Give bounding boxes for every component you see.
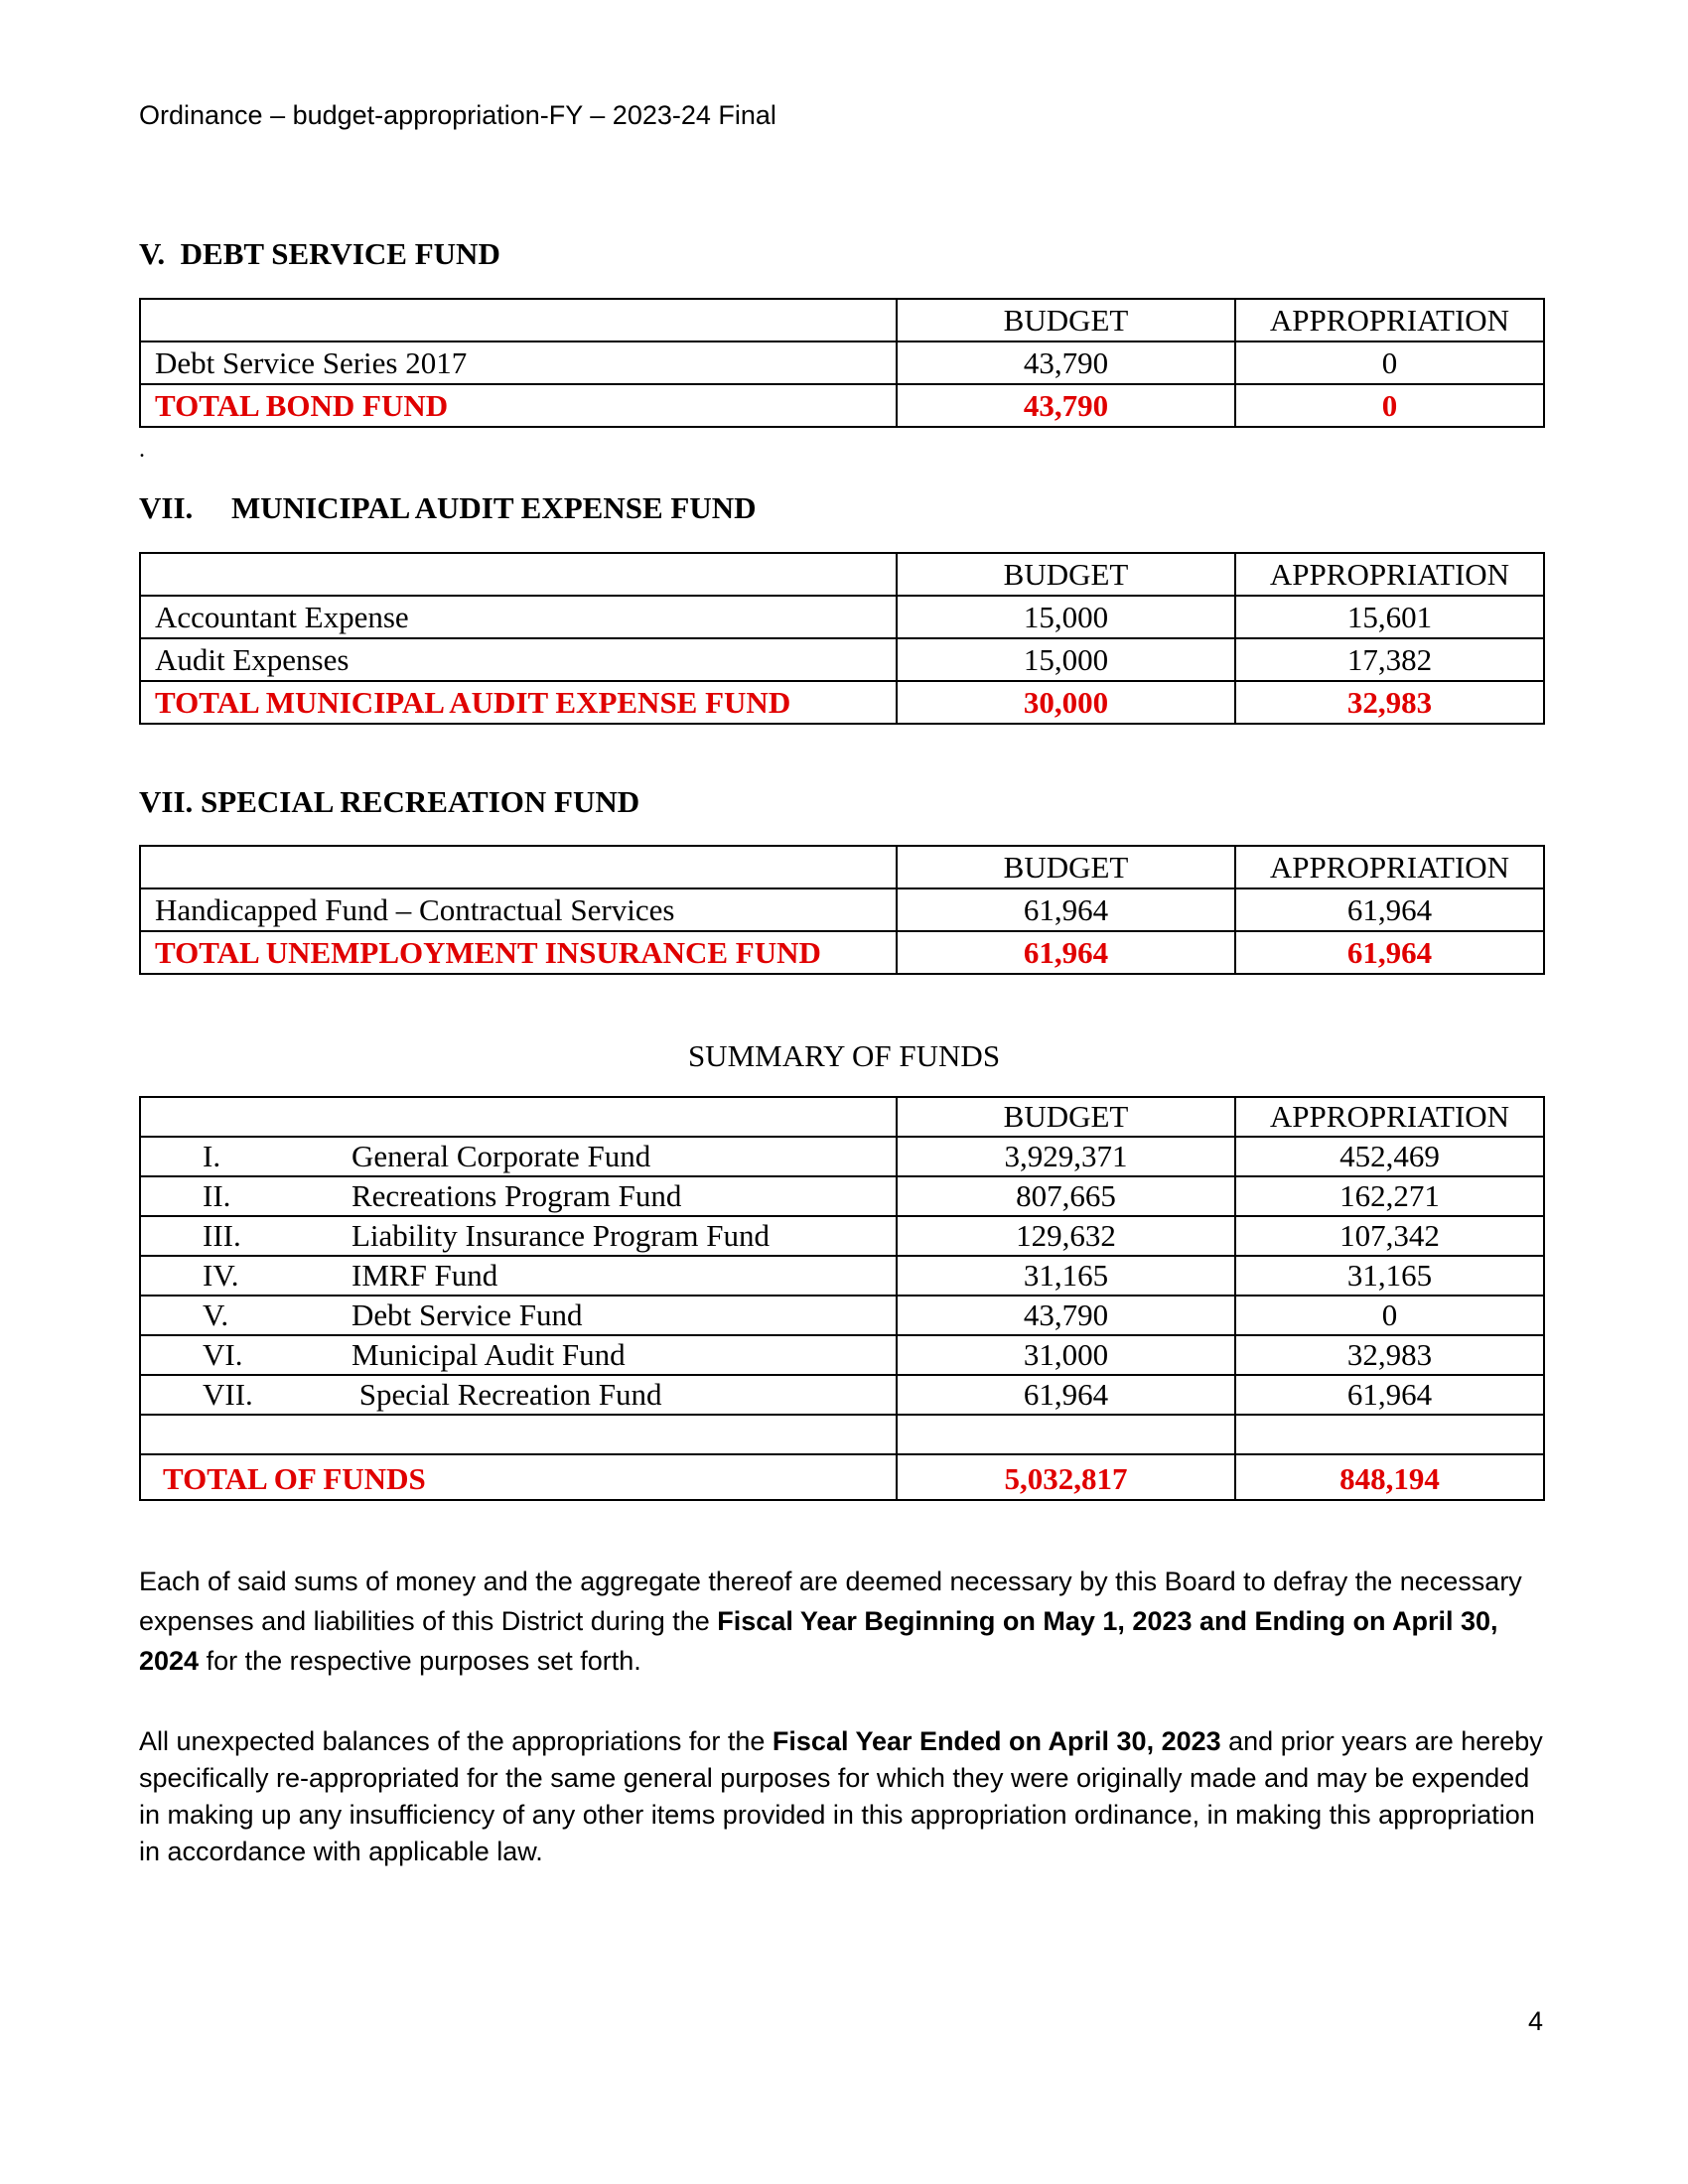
row-label: Audit Expenses — [140, 638, 897, 681]
paragraph-bold-text: Fiscal Year Beginning on May 1, 2023 and Ending on April 30, 2024 — [139, 1606, 1498, 1676]
table-row — [140, 1335, 1544, 1375]
special-recreation-title: VII. SPECIAL RECREATION FUND — [139, 784, 640, 819]
table-row — [140, 341, 1544, 384]
total-row — [140, 931, 1544, 974]
separator-dot: . — [139, 437, 145, 463]
row-appropriation: 17,382 — [1235, 638, 1544, 681]
total-row — [140, 681, 1544, 724]
budget-header: BUDGET — [897, 1097, 1235, 1137]
total-label: TOTAL OF FUNDS — [140, 1454, 897, 1500]
fund-numeral: VII. — [203, 1377, 253, 1412]
total-appropriation: 32,983 — [1235, 681, 1544, 724]
fund-budget: 807,665 — [897, 1176, 1235, 1216]
table-header-row — [140, 846, 1544, 888]
fund-budget: 3,929,371 — [897, 1137, 1235, 1176]
fund-numeral: V. — [203, 1297, 229, 1332]
paragraph-bold-text: Fiscal Year Ended on April 30, 2023 — [772, 1726, 1221, 1756]
total-label: TOTAL MUNICIPAL AUDIT EXPENSE FUND — [140, 681, 897, 724]
row-budget: 61,964 — [897, 888, 1235, 931]
fund-budget: 129,632 — [897, 1216, 1235, 1256]
table-header-row — [140, 1097, 1544, 1137]
fund-budget: 31,000 — [897, 1335, 1235, 1375]
fund-label: Debt Service Fund — [352, 1297, 583, 1332]
table-row — [140, 1375, 1544, 1415]
total-appropriation: 848,194 — [1235, 1454, 1544, 1500]
total-budget: 43,790 — [897, 384, 1235, 427]
row-appropriation: 0 — [1235, 341, 1544, 384]
paragraph-fiscal-year — [139, 1562, 1549, 1681]
paragraph-reappropriation — [139, 1723, 1549, 1870]
fund-appropriation: 452,469 — [1235, 1137, 1544, 1176]
table-row — [140, 1137, 1544, 1176]
fund-appropriation: 31,165 — [1235, 1256, 1544, 1296]
row-budget: 43,790 — [897, 341, 1235, 384]
budget-header: BUDGET — [897, 299, 1235, 341]
appropriation-header: APPROPRIATION — [1235, 1097, 1544, 1137]
fund-appropriation: 61,964 — [1235, 1375, 1544, 1415]
row-budget: 15,000 — [897, 596, 1235, 638]
table-row — [140, 596, 1544, 638]
fund-appropriation: 32,983 — [1235, 1335, 1544, 1375]
special-recreation-table — [139, 845, 1545, 975]
total-row — [140, 384, 1544, 427]
table-row — [140, 888, 1544, 931]
total-budget: 61,964 — [897, 931, 1235, 974]
row-label: Accountant Expense — [140, 596, 897, 638]
budget-header: BUDGET — [897, 846, 1235, 888]
fund-budget: 31,165 — [897, 1256, 1235, 1296]
fund-appropriation: 107,342 — [1235, 1216, 1544, 1256]
row-budget: 15,000 — [897, 638, 1235, 681]
row-label: Handicapped Fund – Contractual Services — [140, 888, 897, 931]
fund-appropriation: 0 — [1235, 1296, 1544, 1335]
table-row — [140, 1216, 1544, 1256]
fund-appropriation: 162,271 — [1235, 1176, 1544, 1216]
summary-table — [139, 1096, 1545, 1501]
table-row — [140, 1176, 1544, 1216]
table-row — [140, 638, 1544, 681]
fund-label: Special Recreation Fund — [352, 1377, 662, 1412]
fund-numeral: IV. — [203, 1258, 239, 1293]
paragraph-text: and prior years are hereby specifically re-appropriated for the same general purposes for which they were originally made and may be expended in making up any insufficiency of any other items provided in this appropriation ordinance, in making this appropriation in accordance with applicable law. — [139, 1726, 1543, 1866]
budget-header: BUDGET — [897, 553, 1235, 596]
total-budget: 30,000 — [897, 681, 1235, 724]
fund-label: Recreations Program Fund — [352, 1178, 682, 1213]
fund-label: IMRF Fund — [352, 1258, 498, 1293]
debt-service-title: V. DEBT SERVICE FUND — [139, 236, 500, 271]
page-number: 4 — [1527, 2006, 1543, 2036]
debt-service-table — [139, 298, 1545, 428]
fund-label: Municipal Audit Fund — [352, 1337, 626, 1372]
table-row — [140, 1296, 1544, 1335]
row-label: Debt Service Series 2017 — [140, 341, 897, 384]
appropriation-header: APPROPRIATION — [1235, 846, 1544, 888]
appropriation-header: APPROPRIATION — [1235, 553, 1544, 596]
document-header: Ordinance – budget-appropriation-FY – 2023-24 Final — [139, 100, 776, 130]
fund-label: General Corporate Fund — [352, 1139, 651, 1173]
summary-title: SUMMARY OF FUNDS — [687, 1038, 1001, 1073]
appropriation-header: APPROPRIATION — [1235, 299, 1544, 341]
empty-row — [140, 1415, 1544, 1454]
total-appropriation: 61,964 — [1235, 931, 1544, 974]
paragraph-text: All unexpected balances of the appropriations for the — [139, 1726, 773, 1756]
fund-budget: 61,964 — [897, 1375, 1235, 1415]
total-label: TOTAL BOND FUND — [140, 384, 897, 427]
row-appropriation: 15,601 — [1235, 596, 1544, 638]
fund-numeral: VI. — [203, 1337, 243, 1372]
fund-numeral: II. — [203, 1178, 231, 1213]
total-appropriation: 0 — [1235, 384, 1544, 427]
table-header-row — [140, 299, 1544, 341]
paragraph-text: Each of said sums of money and the aggregate thereof are deemed necessary by this Board to defray the necessary expenses and liabilities of this District during the — [139, 1567, 1522, 1636]
fund-numeral: III. — [203, 1218, 241, 1253]
row-appropriation: 61,964 — [1235, 888, 1544, 931]
fund-label: Liability Insurance Program Fund — [352, 1218, 770, 1253]
audit-table — [139, 552, 1545, 725]
fund-numeral: I. — [203, 1139, 221, 1173]
table-header-row — [140, 553, 1544, 596]
total-budget: 5,032,817 — [897, 1454, 1235, 1500]
audit-title: VII. MUNICIPAL AUDIT EXPENSE FUND — [139, 490, 757, 525]
table-row — [140, 1256, 1544, 1296]
total-row — [140, 1454, 1544, 1500]
total-label: TOTAL UNEMPLOYMENT INSURANCE FUND — [140, 931, 897, 974]
fund-budget: 43,790 — [897, 1296, 1235, 1335]
paragraph-text: for the respective purposes set forth. — [199, 1646, 641, 1676]
